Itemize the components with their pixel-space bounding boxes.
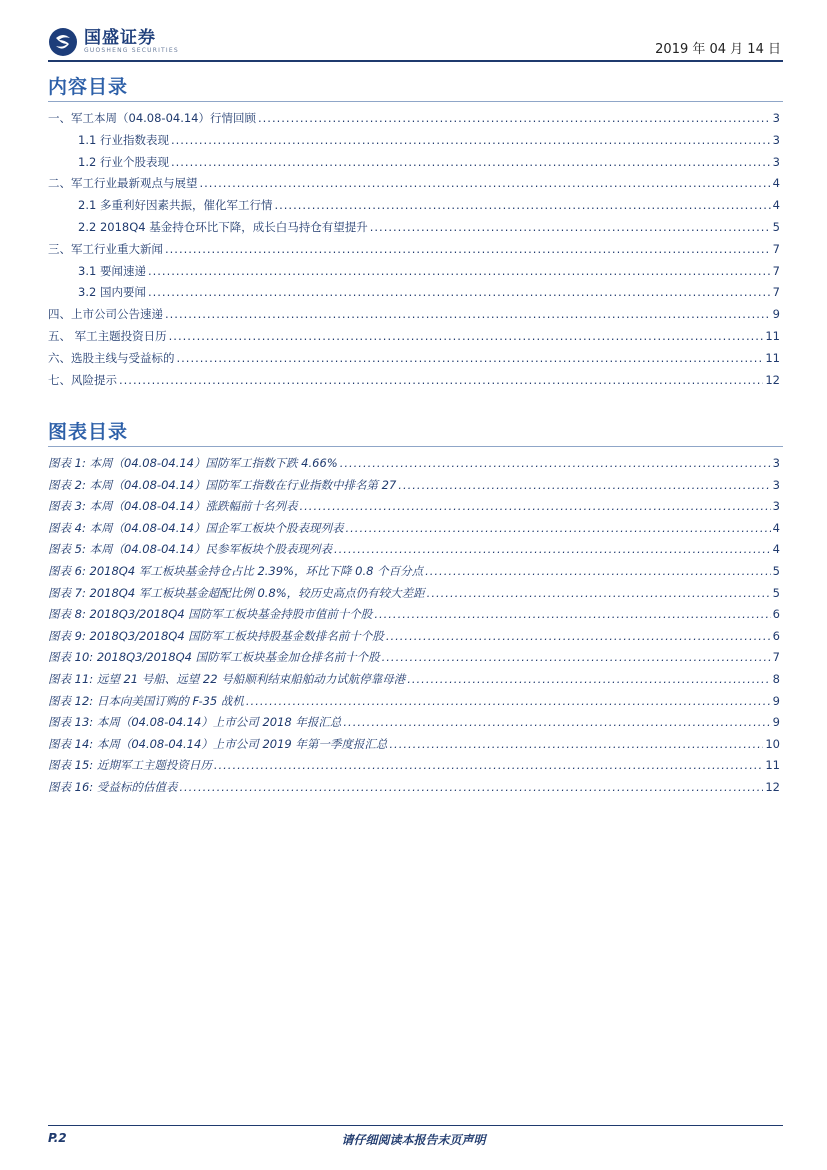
entry-page-number: 4	[772, 198, 780, 213]
entry-page-number: 4	[772, 176, 780, 191]
entry-label: 五、 军工主题投资日历	[48, 328, 167, 343]
contents-entry[interactable]	[48, 328, 780, 350]
dot-leader	[169, 329, 764, 343]
entry-label: 图表 3: 本周（04.08-04.14）涨跌幅前十名列表	[48, 499, 298, 514]
contents-entry[interactable]	[48, 241, 780, 263]
dot-leader	[300, 499, 771, 513]
entry-page-number: 6	[772, 607, 780, 622]
contents-entry[interactable]	[48, 197, 780, 219]
figures-title: 图表目录	[48, 421, 129, 443]
dot-leader	[374, 607, 770, 621]
contents-entry[interactable]	[48, 154, 780, 176]
entry-label: 图表 15: 近期军工主题投资日历	[48, 758, 212, 773]
page-header	[48, 24, 783, 64]
entry-label: 图表 2: 本周（04.08-04.14）国防军工指数在行业指数中排名第 27	[48, 477, 397, 492]
entry-label: 1.1 行业指数表现	[78, 132, 169, 147]
dot-leader	[370, 220, 771, 234]
logo-icon	[48, 27, 78, 57]
entry-page-number: 3	[772, 154, 780, 169]
entry-label: 2.2 2018Q4 基金持仓环比下降，成长白马持仓有望提升	[78, 219, 368, 234]
dot-leader	[425, 564, 771, 578]
figure-entry[interactable]	[48, 779, 780, 801]
entry-page-number: 7	[772, 650, 780, 665]
entry-label: 图表 11: 远望 21 号船、远望 22 号船顺利结束船舶动力试航停靠母港	[48, 671, 406, 686]
logo-chinese-name: 国盛证券	[84, 28, 156, 48]
entry-label: 三、军工行业重大新闻	[48, 241, 163, 256]
dot-leader	[386, 629, 771, 643]
page-number: P.2	[48, 1131, 67, 1145]
figure-entry[interactable]	[48, 606, 780, 628]
contents-entry[interactable]	[48, 110, 780, 132]
dot-leader	[148, 285, 771, 299]
dot-leader	[389, 737, 763, 751]
dot-leader	[407, 672, 770, 686]
figure-entry[interactable]	[48, 671, 780, 693]
entry-label: 图表 8: 2018Q3/2018Q4 国防军工板块基金持股市值前十个股	[48, 607, 373, 622]
entry-label: 3.2 国内要闻	[78, 285, 146, 300]
entry-page-number: 11	[765, 350, 780, 365]
entry-page-number: 3	[772, 477, 780, 492]
entry-label: 图表 16: 受益标的估值表	[48, 779, 178, 794]
entry-page-number: 3	[772, 456, 780, 470]
figure-entry[interactable]	[48, 585, 780, 607]
disclaimer-note: 请仔细阅读本报告末页声明	[341, 1133, 486, 1147]
entry-label: 图表 1: 本周（04.08-04.14）国防军工指数下跌 4.66%	[48, 456, 338, 470]
entry-page-number: 3	[772, 132, 780, 147]
dot-leader	[334, 542, 771, 556]
entry-label: 图表 6: 2018Q4 军工板块基金持仓占比 2.39%，环比下降 0.8 个百分点	[48, 563, 424, 578]
figure-entry[interactable]	[48, 628, 780, 650]
entry-page-number: 11	[765, 328, 780, 343]
entry-page-number: 10	[765, 736, 780, 751]
dot-leader	[274, 198, 770, 212]
figure-entry[interactable]	[48, 541, 780, 563]
contents-entry[interactable]	[48, 175, 780, 197]
dot-leader	[258, 111, 771, 125]
entry-label: 图表 14: 本周（04.08-04.14）上市公司 2019 年第一季度报汇总	[48, 736, 388, 751]
entry-label: 3.1 要闻速递	[78, 263, 146, 278]
footer-divider	[48, 1125, 783, 1126]
figure-entry[interactable]	[48, 520, 780, 542]
entry-label: 图表 10: 2018Q3/2018Q4 国防军工板块基金加仓排名前十个股	[48, 650, 380, 665]
entry-page-number: 12	[765, 372, 780, 387]
contents-title-divider	[48, 101, 783, 102]
dot-leader	[214, 758, 764, 772]
dot-leader	[119, 373, 763, 387]
header-divider	[48, 60, 783, 62]
figure-entry[interactable]	[48, 757, 780, 779]
entry-label: 图表 5: 本周（04.08-04.14）民参军板块个股表现列表	[48, 542, 332, 557]
dot-leader	[343, 715, 770, 729]
entry-page-number: 9	[772, 715, 780, 730]
entry-label: 图表 7: 2018Q4 军工板块基金超配比例 0.8%，较历史高点仍有较大差距	[48, 585, 425, 600]
entry-page-number: 7	[772, 241, 780, 256]
dot-leader	[246, 694, 771, 708]
contents-title: 内容目录	[48, 76, 129, 98]
dot-leader	[200, 176, 771, 190]
dot-leader	[382, 650, 771, 664]
entry-page-number: 5	[772, 219, 780, 234]
entry-page-number: 11	[765, 758, 780, 773]
entry-page-number: 9	[772, 307, 780, 322]
dot-leader	[398, 478, 770, 492]
figure-entry[interactable]	[48, 649, 780, 671]
entry-page-number: 3	[772, 111, 780, 125]
entry-label: 图表 12: 日本向美国订购的 F-35 战机	[48, 693, 244, 708]
contents-entry[interactable]	[48, 132, 780, 154]
figure-entry[interactable]	[48, 693, 780, 715]
figure-entry[interactable]	[48, 477, 780, 499]
entry-label: 二、军工行业最新观点与展望	[48, 176, 198, 191]
figures-list	[48, 455, 780, 801]
dot-leader	[171, 133, 771, 147]
dot-leader	[148, 264, 771, 278]
contents-list	[48, 110, 780, 393]
entry-page-number: 12	[765, 779, 780, 794]
entry-label: 六、选股主线与受益标的	[48, 350, 175, 365]
entry-page-number: 8	[772, 671, 780, 686]
figure-entry[interactable]	[48, 455, 780, 477]
figures-title-divider	[48, 446, 783, 447]
dot-leader	[171, 155, 771, 169]
dot-leader	[165, 242, 771, 256]
dot-leader	[177, 351, 764, 365]
contents-entry[interactable]	[48, 219, 780, 241]
dot-leader	[427, 586, 771, 600]
entry-label: 2.1 多重利好因素共振，催化军工行情	[78, 198, 273, 213]
figure-entry[interactable]	[48, 736, 780, 758]
entry-page-number: 3	[772, 499, 780, 514]
contents-entry[interactable]	[48, 350, 780, 372]
contents-entry[interactable]	[48, 306, 780, 328]
entry-page-number: 6	[772, 628, 780, 643]
contents-entry[interactable]	[48, 284, 780, 306]
logo-english-name: GUOSHENG SECURITIES	[84, 47, 179, 54]
dot-leader	[165, 307, 771, 321]
entry-page-number: 5	[772, 563, 780, 578]
entry-page-number: 4	[772, 542, 780, 557]
dot-leader	[179, 780, 763, 794]
entry-label: 一、军工本周（04.08-04.14）行情回顾	[48, 111, 256, 125]
entry-label: 图表 4: 本周（04.08-04.14）国企军工板块个股表现列表	[48, 520, 344, 535]
entry-label: 图表 13: 本周（04.08-04.14）上市公司 2018 年报汇总	[48, 715, 342, 730]
contents-entry[interactable]	[48, 263, 780, 285]
figure-entry[interactable]	[48, 498, 780, 520]
company-logo	[48, 24, 179, 60]
entry-page-number: 7	[772, 285, 780, 300]
figure-entry[interactable]	[48, 563, 780, 585]
figure-entry[interactable]	[48, 714, 780, 736]
entry-page-number: 7	[772, 263, 780, 278]
entry-label: 四、上市公司公告速递	[48, 307, 163, 322]
dot-leader	[346, 521, 771, 535]
entry-label: 图表 9: 2018Q3/2018Q4 国防军工板块持股基金数排名前十个股	[48, 628, 384, 643]
contents-entry[interactable]	[48, 372, 780, 394]
entry-page-number: 9	[772, 693, 780, 708]
dot-leader	[340, 456, 771, 470]
entry-label: 七、风险提示	[48, 372, 117, 387]
entry-page-number: 5	[772, 585, 780, 600]
entry-page-number: 4	[772, 520, 780, 535]
report-date: 2019 年 04 月 14 日	[655, 42, 781, 57]
entry-label: 1.2 行业个股表现	[78, 154, 169, 169]
